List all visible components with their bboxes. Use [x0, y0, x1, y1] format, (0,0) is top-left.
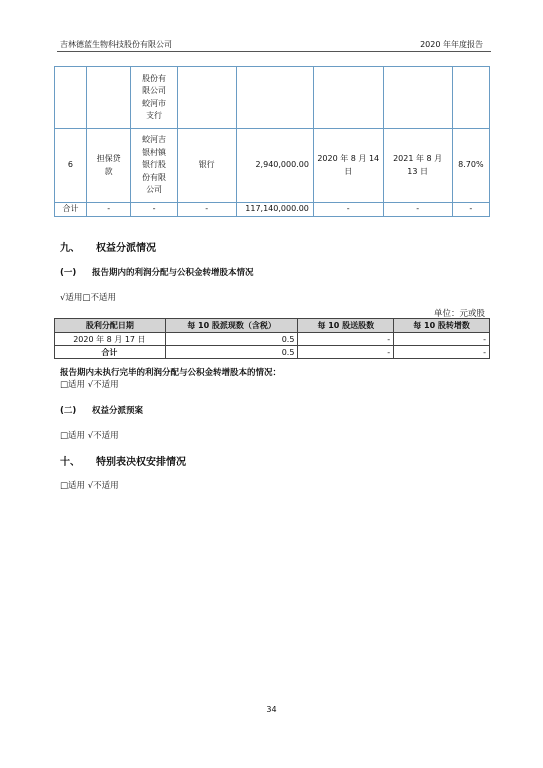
table-cell: 0.5 [165, 333, 298, 346]
cell-line: 银村镇 [142, 147, 167, 157]
loan-start-date [313, 129, 383, 203]
table-header-row [55, 319, 490, 333]
column-header: 每 10 股派现数（含税） [165, 319, 298, 333]
header-divider [57, 51, 491, 52]
subsection-number: (一) [60, 268, 77, 278]
table-cell: - [177, 203, 236, 217]
column-header: 每 10 股送股数 [298, 319, 394, 333]
section-heading-9 [60, 239, 156, 254]
header-company: 吉林德蓝生物科技股份有限公司 [60, 40, 172, 49]
section-title: 权益分派情况 [96, 243, 156, 254]
table-cell: - [313, 203, 383, 217]
loan-type-text: 担保贷款 [96, 154, 121, 176]
table-cell: - [298, 346, 394, 359]
applicability-check-1: √适用□不适用 [60, 293, 116, 303]
applicability-check-3: □适用 √不适用 [60, 431, 119, 441]
subsection-heading-1 [60, 266, 254, 278]
column-header: 股利分配日期 [55, 319, 166, 333]
table-cell: - [452, 203, 489, 217]
subsection-title: 权益分派预案 [92, 406, 144, 416]
table-cell: 0.5 [165, 346, 298, 359]
table-cell [86, 67, 131, 129]
table-cell [55, 67, 87, 129]
table-cell [383, 67, 452, 129]
table-cell [131, 67, 177, 129]
table-cell: - [131, 203, 177, 217]
cell-line: 限公司 [142, 86, 167, 95]
section-heading-10 [60, 453, 186, 468]
unfinished-note: 报告期内未执行完毕的利润分配与公积金转增股本的情况： [60, 368, 282, 378]
cell-line: 公司 [146, 185, 163, 195]
subsection-title: 报告期内的利润分配与公积金转增股本情况 [92, 268, 254, 278]
cell-line: 股份有 [142, 73, 167, 83]
page-number: 34 [266, 705, 277, 714]
table-cell [236, 67, 313, 129]
table-cell: - [383, 203, 452, 217]
table-cell: 2020 年 8 月 17 日 [55, 333, 166, 346]
cell-line: 支行 [146, 111, 163, 120]
applicability-check-2: □适用 √不适用 [60, 380, 119, 390]
table-cell: - [298, 333, 394, 346]
table-row [55, 333, 490, 346]
loan-rate: 8.70% [452, 129, 489, 203]
lender-category: 银行 [177, 129, 236, 203]
table-cell [177, 67, 236, 129]
total-label: 合计 [55, 203, 87, 217]
end-date-text: 2021 年 8 月 13 日 [393, 154, 443, 176]
table-cell: - [394, 346, 490, 359]
table-cell [313, 67, 383, 129]
loan-end-date [383, 129, 452, 203]
section-title: 特别表决权安排情况 [96, 457, 186, 468]
section-number: 九、 [60, 243, 80, 254]
loan-amount: 2,940,000.00 [236, 129, 313, 203]
lender-name [131, 129, 177, 203]
header-report-title: 2020 年年度报告 [420, 40, 483, 49]
table-cell: 合计 [55, 346, 166, 359]
column-header: 每 10 股转增数 [394, 319, 490, 333]
table-row [55, 67, 490, 129]
unit-label: 单位：元或股 [433, 309, 485, 319]
table-cell: - [86, 203, 131, 217]
cell-line: 份有限 [142, 172, 167, 182]
table-cell [452, 67, 489, 129]
row-number: 6 [55, 129, 87, 203]
cell-line: 蛟河市 [142, 98, 167, 108]
subsection-heading-2 [60, 404, 143, 416]
loan-table [54, 66, 490, 217]
cell-line: 银行股 [142, 160, 167, 170]
table-cell: - [394, 333, 490, 346]
table-row [55, 346, 490, 359]
subsection-number: (二) [60, 406, 77, 416]
applicability-check-4: □适用 √不适用 [60, 481, 119, 491]
cell-line: 蛟河吉 [142, 135, 167, 145]
start-date-text: 2020 年 8 月 14 日 [317, 154, 380, 176]
loan-type [86, 129, 131, 203]
table-row-total [55, 203, 490, 217]
total-amount: 117,140,000.00 [236, 203, 313, 217]
dividend-table [54, 318, 490, 359]
table-row [55, 129, 490, 203]
section-number: 十、 [60, 457, 80, 468]
